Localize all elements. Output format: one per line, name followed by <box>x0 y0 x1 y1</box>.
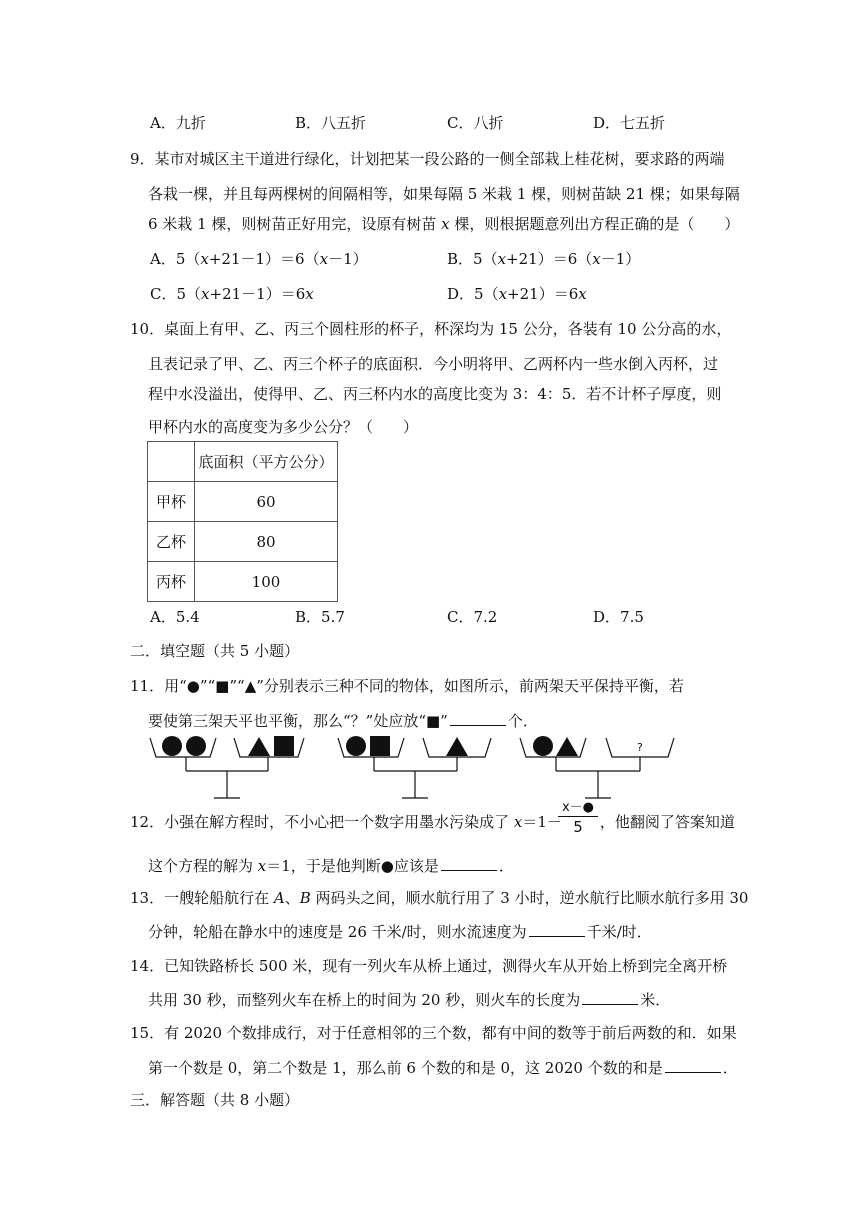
q9-option-d[interactable]: D．5（x+21）＝6x <box>447 285 587 303</box>
q9-option-c[interactable]: C．5（x+21－1）＝6x <box>150 285 314 303</box>
left-pan <box>150 738 216 757</box>
square-shape <box>370 736 390 756</box>
q12-line-1: 12．小强在解方程时，不小心把一个数字用墨水污染成了 x＝1－ ，他翻阅了答案知道 <box>130 813 735 831</box>
triangle-shape <box>248 737 270 756</box>
table-corner-cell <box>148 442 195 482</box>
q10-line-1: 10．桌面上有甲、乙、丙三个圆柱形的杯子，杯深均为 15 公分，各装有 10 公分高的水， <box>130 320 732 338</box>
q9-line-1: 9．某市对城区主干道进行绿化，计划把某一段公路的一侧全部栽上桂花树，要求路的两端 <box>130 150 725 168</box>
cup-name-cell: 甲杯 <box>148 482 195 522</box>
q10-option-d[interactable]: D．7.5 <box>593 608 644 626</box>
q11-line-1: 11．用“●”“■”“▲”分别表示三种不同的物体，如图所示，前两架天平保持平衡，若 <box>130 677 684 695</box>
q12-answer-blank[interactable] <box>441 856 497 871</box>
cup-name-cell: 丙杯 <box>148 562 195 602</box>
q8-option-d[interactable]: D．七五折 <box>593 114 666 132</box>
q9-option-b[interactable]: B．5（x+21）＝6（x－1） <box>447 250 641 268</box>
q10-option-c[interactable]: C．7.2 <box>447 608 498 626</box>
balance-scales-figure <box>148 728 688 804</box>
q10-option-b[interactable]: B．5.7 <box>295 608 345 626</box>
q14-line-1: 14．已知铁路桥长 500 米，现有一列火车从桥上通过，测得火车从开始上桥到完全离开桥 <box>130 957 728 975</box>
q9-option-a[interactable]: A．5（x+21－1）＝6（x－1） <box>150 250 368 268</box>
circle-shape <box>346 736 366 756</box>
table-row <box>148 562 338 602</box>
question-mark: ? <box>637 741 643 754</box>
table-header-row <box>148 442 338 482</box>
q13-answer-blank[interactable] <box>529 922 585 937</box>
q10-line-3: 程中水没溢出，使得甲、乙、丙三杯内水的高度比变为 3：4：5．若不计杯子厚度，则 <box>148 385 722 403</box>
q12-line-2: 这个方程的解为 x＝1，于是他判断●应该是 ． <box>148 857 514 875</box>
q15-answer-blank[interactable] <box>665 1058 721 1073</box>
area-value-cell: 80 <box>195 522 338 562</box>
q9-line-2: 各栽一棵，并且每两棵树的间隔相等，如果每隔 5 米栽 1 棵，则树苗缺 21 棵；如果每隔 <box>148 185 740 203</box>
q13-line-2: 分钟，轮船在静水中的速度是 26 千米/时，则水流速度为 千米/时． <box>148 923 652 941</box>
base-area-table <box>147 441 338 602</box>
q15-line-1: 15．有 2020 个数排成行，对于任意相邻的三个数，都有中间的数等于前后两数的和．如果 <box>130 1024 737 1042</box>
q14-answer-blank[interactable] <box>582 990 638 1005</box>
circle-shape <box>533 736 553 756</box>
q10-line-2: 且表记录了甲、乙、丙三个杯子的底面积．今小明将甲、乙两杯内一些水倒入丙杯，过 <box>148 355 719 373</box>
q13-line-1: 13．一艘轮船航行在 A、B 两码头之间，顺水航行用了 3 小时，逆水航行比顺水航行多用 30 <box>130 889 749 907</box>
triangle-shape <box>446 737 468 756</box>
q8-option-b[interactable]: B．八五折 <box>295 114 367 132</box>
table-header-cell: 底面积（平方公分） <box>195 442 338 482</box>
q10-option-a[interactable]: A．5.4 <box>150 608 200 626</box>
q8-option-a[interactable]: A．九折 <box>150 114 206 132</box>
q15-line-2: 第一个数是 0，第二个数是 1，那么前 6 个数的和是 0，这 2020 个数的和是 ． <box>148 1059 738 1077</box>
fraction-denominator: 5 <box>573 818 583 836</box>
circle-shape <box>162 736 182 756</box>
circle-shape <box>186 736 206 756</box>
q11-answer-blank[interactable] <box>450 711 506 726</box>
q11-line-2: 要使第三架天平也平衡，那么“？”处应放“■” 个． <box>148 712 538 730</box>
q10-line-4: 甲杯内水的高度变为多少公分？（ ） <box>148 418 419 436</box>
section-heading-fill-blank: 二．填空题（共 5 小题） <box>130 642 300 660</box>
q14-line-2: 共用 30 秒，而整列火车在桥上的时间为 20 秒，则火车的长度为 米． <box>148 991 671 1009</box>
triangle-shape <box>556 737 578 756</box>
section-heading-solve: 三．解答题（共 8 小题） <box>130 1091 300 1109</box>
q9-line-3: 6 米栽 1 棵，则树苗正好用完，设原有树苗 x 棵，则根据题意列出方程正确的是（ ） <box>148 215 740 233</box>
table-row <box>148 482 338 522</box>
cup-name-cell: 乙杯 <box>148 522 195 562</box>
ink-stained-fraction <box>558 800 598 837</box>
q8-option-c[interactable]: C．八折 <box>447 114 504 132</box>
fraction-numerator: x－● <box>561 800 595 815</box>
area-value-cell: 100 <box>195 562 338 602</box>
table-row <box>148 522 338 562</box>
square-shape <box>274 736 294 756</box>
area-value-cell: 60 <box>195 482 338 522</box>
